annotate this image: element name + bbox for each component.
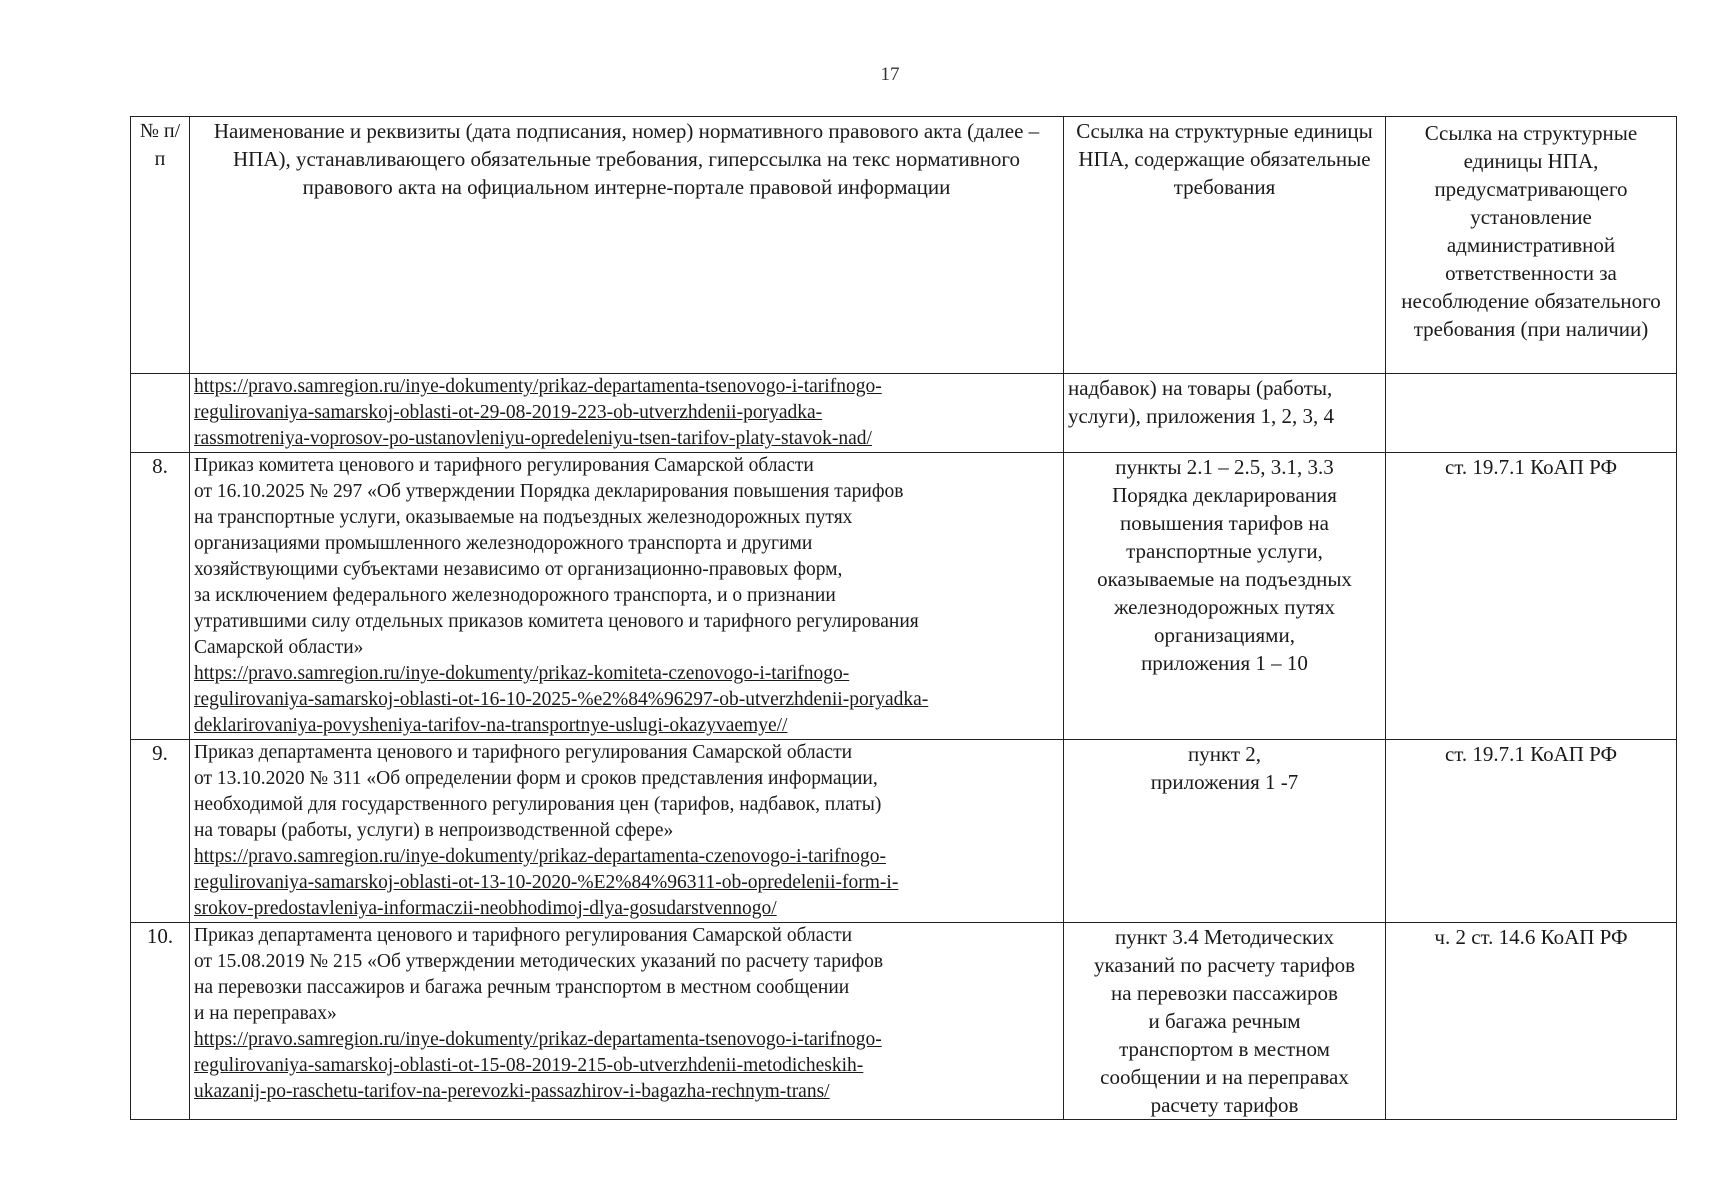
npa-name-line: Приказ департамента ценового и тарифного регулирования Самарской области xyxy=(194,925,853,946)
npa-name-line: за исключением федерального железнодорожного транспорта, и о признании xyxy=(194,585,836,606)
npa-name-line: на транспортные услуги, оказываемые на подъездных железнодорожных путях xyxy=(194,507,853,528)
header-number: № п/п xyxy=(131,117,190,374)
row-number: 10. xyxy=(131,923,190,1120)
npa-hyperlink-line[interactable]: ukazanij-po-raschetu-tarifov-na-perevozki-passazhirov-i-bagazha-rechnym-trans/ xyxy=(194,1081,830,1102)
requirements-ref-line: пункт 3.4 Методических xyxy=(1115,925,1334,949)
requirements-ref-cell xyxy=(1064,453,1386,740)
row-number: 9. xyxy=(131,740,190,923)
requirements-ref-line: повышения тарифов на xyxy=(1120,511,1329,535)
requirements-ref-line: организациями, xyxy=(1154,623,1295,647)
requirements-ref-cell xyxy=(1064,740,1386,923)
npa-table xyxy=(130,116,1677,1120)
npa-hyperlink-line[interactable]: https://pravo.samregion.ru/inye-dokumenty/prikaz-komiteta-czenovogo-i-tarifnogo- xyxy=(194,663,850,684)
requirements-ref-line: Порядка декларирования xyxy=(1112,483,1337,507)
requirements-ref-line: железнодорожных путях xyxy=(1113,595,1336,619)
requirements-ref-line: сообщении и на переправах xyxy=(1100,1065,1349,1089)
requirements-ref-line: расчету тарифов xyxy=(1150,1093,1299,1117)
npa-name-line: и на переправах» xyxy=(194,1003,337,1024)
table-row xyxy=(131,740,1677,923)
npa-name-line: необходимой для государственного регулирования цен (тарифов, надбавок, платы) xyxy=(194,794,882,815)
requirements-ref-cell xyxy=(1064,374,1386,453)
npa-hyperlink-line[interactable]: https://pravo.samregion.ru/inye-dokumenty/prikaz-departamenta-tsenovogo-i-tarifnogo- xyxy=(194,1029,882,1050)
liability-ref-cell: ст. 19.7.1 КоАП РФ xyxy=(1386,453,1677,740)
requirements-ref-line: указаний по расчету тарифов xyxy=(1093,953,1356,977)
liability-ref-cell: ст. 19.7.1 КоАП РФ xyxy=(1386,740,1677,923)
npa-name-line: хозяйствующими субъектами независимо от организационно-правовых форм, xyxy=(194,559,843,580)
npa-hyperlink-line[interactable]: https://pravo.samregion.ru/inye-dokumenty/prikaz-departamenta-tsenovogo-i-tarifnogo- xyxy=(194,376,882,397)
table-row xyxy=(131,453,1677,740)
table-row xyxy=(131,923,1677,1120)
table-header-row xyxy=(131,117,1677,374)
npa-hyperlink-line[interactable]: rassmotreniya-voprosov-po-ustanovleniyu-opredeleniyu-tsen-tarifov-platy-stavok-nad/ xyxy=(194,428,872,449)
npa-name-line: на перевозки пассажиров и багажа речным транспортом в местном сообщении xyxy=(194,977,850,998)
liability-ref-cell xyxy=(1386,374,1677,453)
requirements-ref-line: надбавок) на товары (работы, xyxy=(1068,376,1333,400)
npa-hyperlink-line[interactable]: deklarirovaniya-povysheniya-tarifov-na-transportnye-uslugi-okazyvaemye// xyxy=(194,715,788,736)
requirements-ref-line: транспортные услуги, xyxy=(1126,539,1323,563)
requirements-ref-line: и багажа речным xyxy=(1148,1009,1301,1033)
npa-name-cell xyxy=(190,453,1064,740)
requirements-ref-cell xyxy=(1064,923,1386,1120)
npa-hyperlink-line[interactable]: srokov-predostavleniya-informaczii-neobhodimoj-dlya-gosudarstvennogo/ xyxy=(194,898,777,919)
npa-name-line: Приказ департамента ценового и тарифного регулирования Самарской области xyxy=(194,742,853,763)
npa-hyperlink-line[interactable]: regulirovaniya-samarskoj-oblasti-ot-16-10-2025-%e2%84%96297-ob-utverzhdenii-poryadka- xyxy=(194,689,929,710)
row-number: 8. xyxy=(131,453,190,740)
npa-name-line: от 15.08.2019 № 215 «Об утверждении методических указаний по расчету тарифов xyxy=(194,951,884,972)
requirements-ref-line: пункты 2.1 – 2.5, 3.1, 3.3 xyxy=(1115,455,1334,479)
requirements-ref-line: транспортом в местном xyxy=(1119,1037,1330,1061)
npa-name-cell xyxy=(190,374,1064,453)
requirements-ref-line: услуги), приложения 1, 2, 3, 4 xyxy=(1068,404,1335,428)
npa-hyperlink-line[interactable]: regulirovaniya-samarskoj-oblasti-ot-29-08-2019-223-ob-utverzhdenii-poryadka- xyxy=(194,402,823,423)
npa-name-cell xyxy=(190,923,1064,1120)
table-row xyxy=(131,374,1677,453)
npa-name-line: Самарской области» xyxy=(194,637,364,658)
requirements-ref-line: пункт 2, xyxy=(1187,742,1262,766)
npa-name-line: от 16.10.2025 № 297 «Об утверждении Порядка декларирования повышения тарифов xyxy=(194,481,904,502)
npa-name-cell xyxy=(190,740,1064,923)
requirements-ref-line: оказываемые на подъездных xyxy=(1097,567,1352,591)
npa-hyperlink-line[interactable]: regulirovaniya-samarskoj-oblasti-ot-13-10-2020-%E2%84%96311-ob-opredelenii-form-i- xyxy=(194,872,899,893)
npa-name-line: организациями промышленного железнодорожного транспорта и другими xyxy=(194,533,813,554)
npa-name-line: утратившими силу отдельных приказов комитета ценового и тарифного регулирования xyxy=(194,611,919,632)
requirements-ref-line: на перевозки пассажиров xyxy=(1111,981,1338,1005)
requirements-ref-line: приложения 1 – 10 xyxy=(1141,651,1308,675)
npa-name-line: от 13.10.2020 № 311 «Об определении форм и сроков представления информации, xyxy=(194,768,878,789)
npa-name-line: на товары (работы, услуги) в непроизводственной сфере» xyxy=(194,820,674,841)
requirements-ref-line: приложения 1 -7 xyxy=(1150,770,1299,794)
npa-hyperlink-line[interactable]: regulirovaniya-samarskoj-oblasti-ot-15-08-2019-215-ob-utverzhdenii-metodicheskih- xyxy=(194,1055,864,1076)
row-number xyxy=(131,374,190,453)
npa-name-line: Приказ комитета ценового и тарифного регулирования Самарской области xyxy=(194,455,814,476)
header-requirements-ref: Ссылка на структурные единицы НПА, содержащие обязательные требования xyxy=(1064,117,1386,374)
npa-hyperlink-line[interactable]: https://pravo.samregion.ru/inye-dokumenty/prikaz-departamenta-czenovogo-i-tarifnogo- xyxy=(194,846,887,867)
header-npa-name: Наименование и реквизиты (дата подписания, номер) нормативного правового акта (далее – НПА), устанавливающего обязательные требования, гиперссылка на текс нормативного правового акта на официальном интерне-портале правовой информации xyxy=(190,117,1064,374)
page-number: 17 xyxy=(880,64,900,85)
table-body xyxy=(131,374,1677,1120)
header-liability-ref: Ссылка на структурные единицы НПА, предусматривающего установление административной ответственности за несоблюдение обязательного требования (при наличии) xyxy=(1386,117,1677,374)
liability-ref-cell: ч. 2 ст. 14.6 КоАП РФ xyxy=(1386,923,1677,1120)
